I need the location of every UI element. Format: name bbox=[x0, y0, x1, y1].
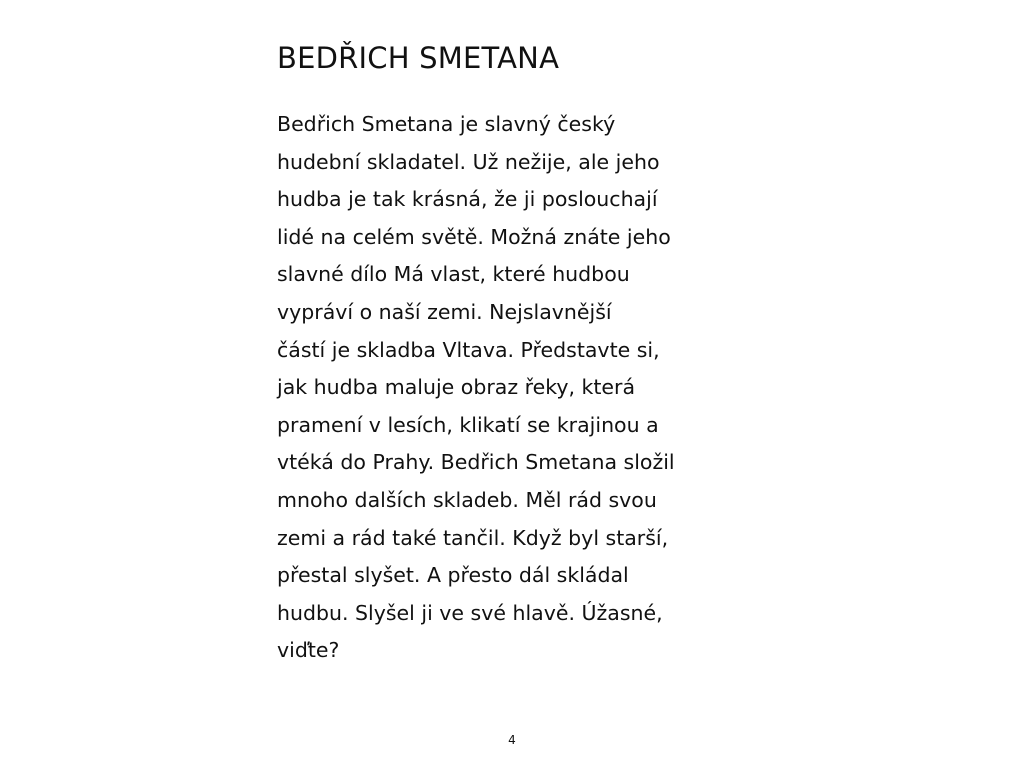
body-paragraph bbox=[277, 106, 757, 670]
body-line: viďte? bbox=[277, 638, 340, 663]
body-line: vypráví o naší zemi. Nejslavnější bbox=[277, 299, 612, 324]
body-line: zemi a rád také tančil. Když byl starší, bbox=[277, 525, 669, 550]
body-line: Bedřich Smetana je slavný český bbox=[277, 112, 616, 136]
body-line: částí je skladba Vltava. Představte si, bbox=[277, 337, 660, 362]
body-line: přestal slyšet. A přesto dál skládal bbox=[277, 563, 629, 588]
body-line: mnoho dalších skladeb. Měl rád svou bbox=[277, 487, 657, 512]
body-line: pramení v lesích, klikatí se krajinou a bbox=[277, 412, 659, 437]
body-line: vtéká do Prahy. Bedřich Smetana složil bbox=[277, 450, 675, 475]
page-title: BEDŘICH SMETANA bbox=[277, 41, 560, 75]
body-line: hudba je tak krásná, že ji poslouchají bbox=[277, 187, 658, 212]
body-line: slavné dílo Má vlast, které hudbou bbox=[277, 262, 630, 287]
page-number: 4 bbox=[508, 733, 516, 747]
body-line: hudbu. Slyšel ji ve své hlavě. Úžasné, bbox=[277, 600, 663, 625]
body-line: lidé na celém světě. Možná znáte jeho bbox=[277, 224, 671, 249]
body-line: jak hudba maluje obraz řeky, která bbox=[277, 375, 636, 400]
body-line: hudební skladatel. Už nežije, ale jeho bbox=[277, 149, 660, 174]
